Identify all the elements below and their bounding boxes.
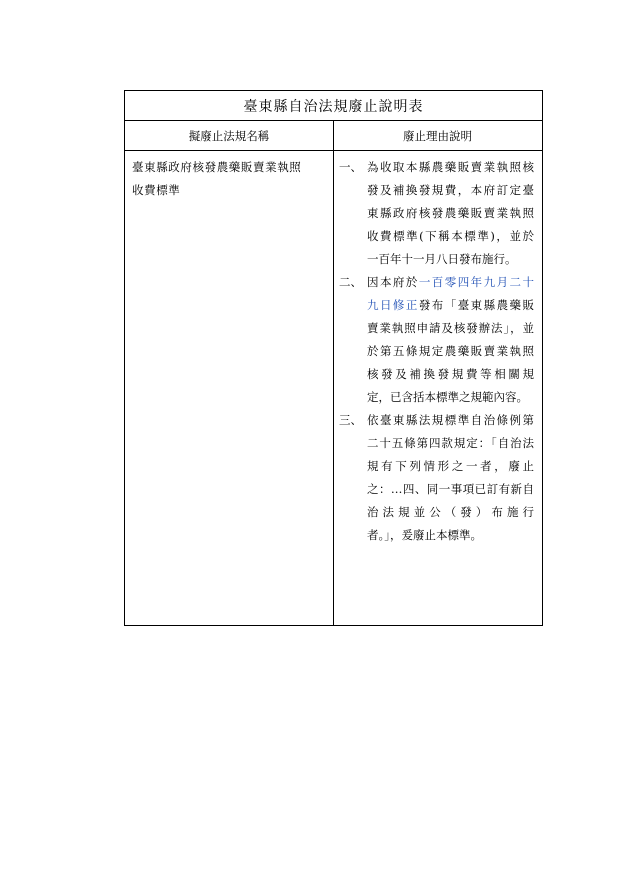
reason-line xyxy=(367,179,534,202)
reason-text-segment: 發布「臺東縣農藥販 xyxy=(418,298,535,312)
reason-line xyxy=(367,524,534,547)
reason-line xyxy=(367,271,534,294)
regulation-name-line: 收費標準 xyxy=(132,183,181,197)
reason-text-segment: 為收取本縣農藥販賣業執照核 xyxy=(367,160,534,174)
reason-text-segment: 規有下列情形之一者，廢止 xyxy=(367,459,534,473)
reason-line xyxy=(367,340,534,363)
reason-text xyxy=(367,156,534,271)
reason-text-segment: 收費標準(下稱本標準)，並於 xyxy=(367,229,534,243)
reason-line xyxy=(367,248,534,271)
reason-item xyxy=(339,271,534,409)
abolition-explanation-table xyxy=(124,90,543,626)
header-regulation-name: 擬廢止法規名稱 xyxy=(188,128,270,143)
reason-text-segment: 發及補換發規費，本府訂定臺 xyxy=(367,183,534,197)
highlighted-text: 九日修正 xyxy=(367,298,419,312)
reason-line xyxy=(367,363,534,386)
reason-line xyxy=(367,202,534,225)
reason-text-segment: 東縣政府核發農藥販賣業執照 xyxy=(367,206,534,220)
reason-number: 一、 xyxy=(339,160,362,174)
reason-item xyxy=(339,156,534,271)
reason-line xyxy=(367,386,534,409)
reason-line xyxy=(367,317,534,340)
highlighted-text: 一百零四年九月二十 xyxy=(418,275,535,289)
regulation-name-cell xyxy=(125,151,333,202)
reason-text-segment: 因本府於 xyxy=(367,275,419,289)
reason-text-segment: 一百年十一月八日發布施行。 xyxy=(367,252,517,266)
reason-item xyxy=(339,409,534,547)
reason-line xyxy=(367,455,534,478)
reason-text-segment: 於第五條規定農藥販賣業執照 xyxy=(367,344,534,358)
reason-text-segment: 賣業執照申請及核發辦法」，並 xyxy=(367,321,534,335)
reason-text-segment: 之：…四、同一事項已訂有新自 xyxy=(367,482,534,496)
reason-text xyxy=(367,271,534,409)
reason-cell xyxy=(334,151,542,547)
header-abolition-reason: 廢止理由說明 xyxy=(403,128,472,143)
table-title: 臺東縣自治法規廢止說明表 xyxy=(125,91,542,121)
reason-text-segment: 二十五條第四款規定：「自治法 xyxy=(367,436,534,450)
reason-line xyxy=(367,501,534,524)
reason-text-segment: 治法規並公（發）布施行 xyxy=(367,505,534,519)
reason-line xyxy=(367,478,534,501)
reason-text-segment: 定，已含括本標準之規範內容。 xyxy=(367,390,528,404)
reason-line xyxy=(367,409,534,432)
reason-number: 三、 xyxy=(339,413,362,427)
regulation-name-line: 臺東縣政府核發農藥販賣業執照 xyxy=(132,160,302,174)
reason-text-segment: 者。」，爰廢止本標準。 xyxy=(367,528,482,542)
reason-text-segment: 核發及補換發規費等相關規 xyxy=(367,367,534,381)
reason-line xyxy=(367,225,534,248)
reason-text-segment: 依臺東縣法規標準自治條例第 xyxy=(367,413,534,427)
reason-line xyxy=(367,294,534,317)
reason-line xyxy=(367,156,534,179)
reason-line xyxy=(367,432,534,455)
reason-text xyxy=(367,409,534,547)
reason-number: 二、 xyxy=(339,275,362,289)
